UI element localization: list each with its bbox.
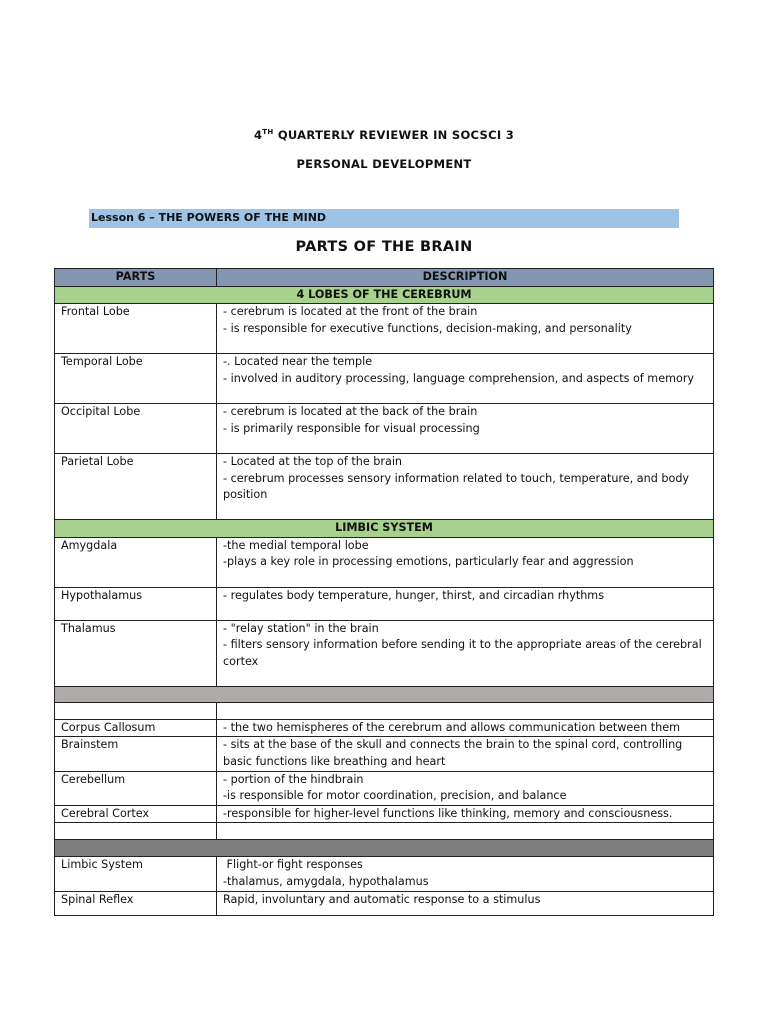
lesson-title: Lesson 6 – THE POWERS OF THE MIND bbox=[91, 211, 327, 224]
part-name: Parietal Lobe bbox=[55, 454, 217, 520]
part-name: Hypothalamus bbox=[55, 587, 217, 620]
section-header-limbic: LIMBIC SYSTEM bbox=[55, 520, 714, 538]
table-row bbox=[55, 857, 714, 891]
reviewer-title: 4TH QUARTERLY REVIEWER IN SOCSCI 3 bbox=[253, 128, 515, 142]
table-header-row bbox=[55, 269, 714, 287]
table-row bbox=[55, 737, 714, 771]
table-row bbox=[55, 620, 714, 686]
part-description: Flight-or fight responses -thalamus, amygdala, hypothalamus bbox=[217, 857, 714, 891]
part-name: Limbic System bbox=[55, 857, 217, 891]
section-divider bbox=[55, 686, 714, 702]
table-row bbox=[55, 719, 714, 737]
page-title: PARTS OF THE BRAIN bbox=[295, 239, 473, 255]
part-description: - cerebrum is located at the front of the brain - is responsible for executive functions, decision-making, and personality bbox=[217, 304, 714, 354]
table-row bbox=[55, 304, 714, 354]
part-name: Cerebellum bbox=[55, 771, 217, 805]
part-name: Spinal Reflex bbox=[55, 891, 217, 915]
part-description: - Located at the top of the brain - cerebrum processes sensory information related to touch, temperature, and body position bbox=[217, 454, 714, 520]
lesson-banner bbox=[89, 209, 679, 228]
brain-parts-table bbox=[54, 268, 714, 916]
column-header-description: DESCRIPTION bbox=[217, 269, 714, 287]
table-row bbox=[55, 537, 714, 587]
part-name: Thalamus bbox=[55, 620, 217, 686]
part-name: Amygdala bbox=[55, 537, 217, 587]
table-row bbox=[55, 454, 714, 520]
table-row bbox=[55, 354, 714, 404]
part-description: -responsible for higher-level functions like thinking, memory and consciousness. bbox=[217, 805, 714, 823]
part-name: Cerebral Cortex bbox=[55, 805, 217, 823]
part-description: - the two hemispheres of the cerebrum and allows communication between them bbox=[217, 719, 714, 737]
part-name: Occipital Lobe bbox=[55, 404, 217, 454]
section-divider bbox=[55, 840, 714, 857]
part-description: - portion of the hindbrain -is responsible for motor coordination, precision, and balance bbox=[217, 771, 714, 805]
table-row bbox=[55, 587, 714, 620]
column-header-parts: PARTS bbox=[55, 269, 217, 287]
part-name: Corpus Callosum bbox=[55, 719, 217, 737]
part-description: Rapid, involuntary and automatic response to a stimulus bbox=[217, 891, 714, 915]
part-name: Temporal Lobe bbox=[55, 354, 217, 404]
part-description: - regulates body temperature, hunger, thirst, and circadian rhythms bbox=[217, 587, 714, 620]
subject-title: PERSONAL DEVELOPMENT bbox=[296, 157, 472, 171]
part-description: -. Located near the temple - involved in auditory processing, language comprehension, and aspects of memory bbox=[217, 354, 714, 404]
table-row bbox=[55, 805, 714, 823]
table-row bbox=[55, 771, 714, 805]
blank-row bbox=[55, 823, 714, 840]
part-description: -the medial temporal lobe -plays a key role in processing emotions, particularly fear and aggression bbox=[217, 537, 714, 587]
blank-row bbox=[55, 702, 714, 719]
part-description: - sits at the base of the skull and connects the brain to the spinal cord, controlling basic functions like breathing and heart bbox=[217, 737, 714, 771]
part-name: Frontal Lobe bbox=[55, 304, 217, 354]
section-header-lobes: 4 LOBES OF THE CEREBRUM bbox=[55, 286, 714, 304]
part-description: - cerebrum is located at the back of the brain - is primarily responsible for visual processing bbox=[217, 404, 714, 454]
table-row bbox=[55, 891, 714, 915]
part-description: - "relay station" in the brain - filters sensory information before sending it to the appropriate areas of the cerebral cortex bbox=[217, 620, 714, 686]
part-name: Brainstem bbox=[55, 737, 217, 771]
table-row bbox=[55, 404, 714, 454]
